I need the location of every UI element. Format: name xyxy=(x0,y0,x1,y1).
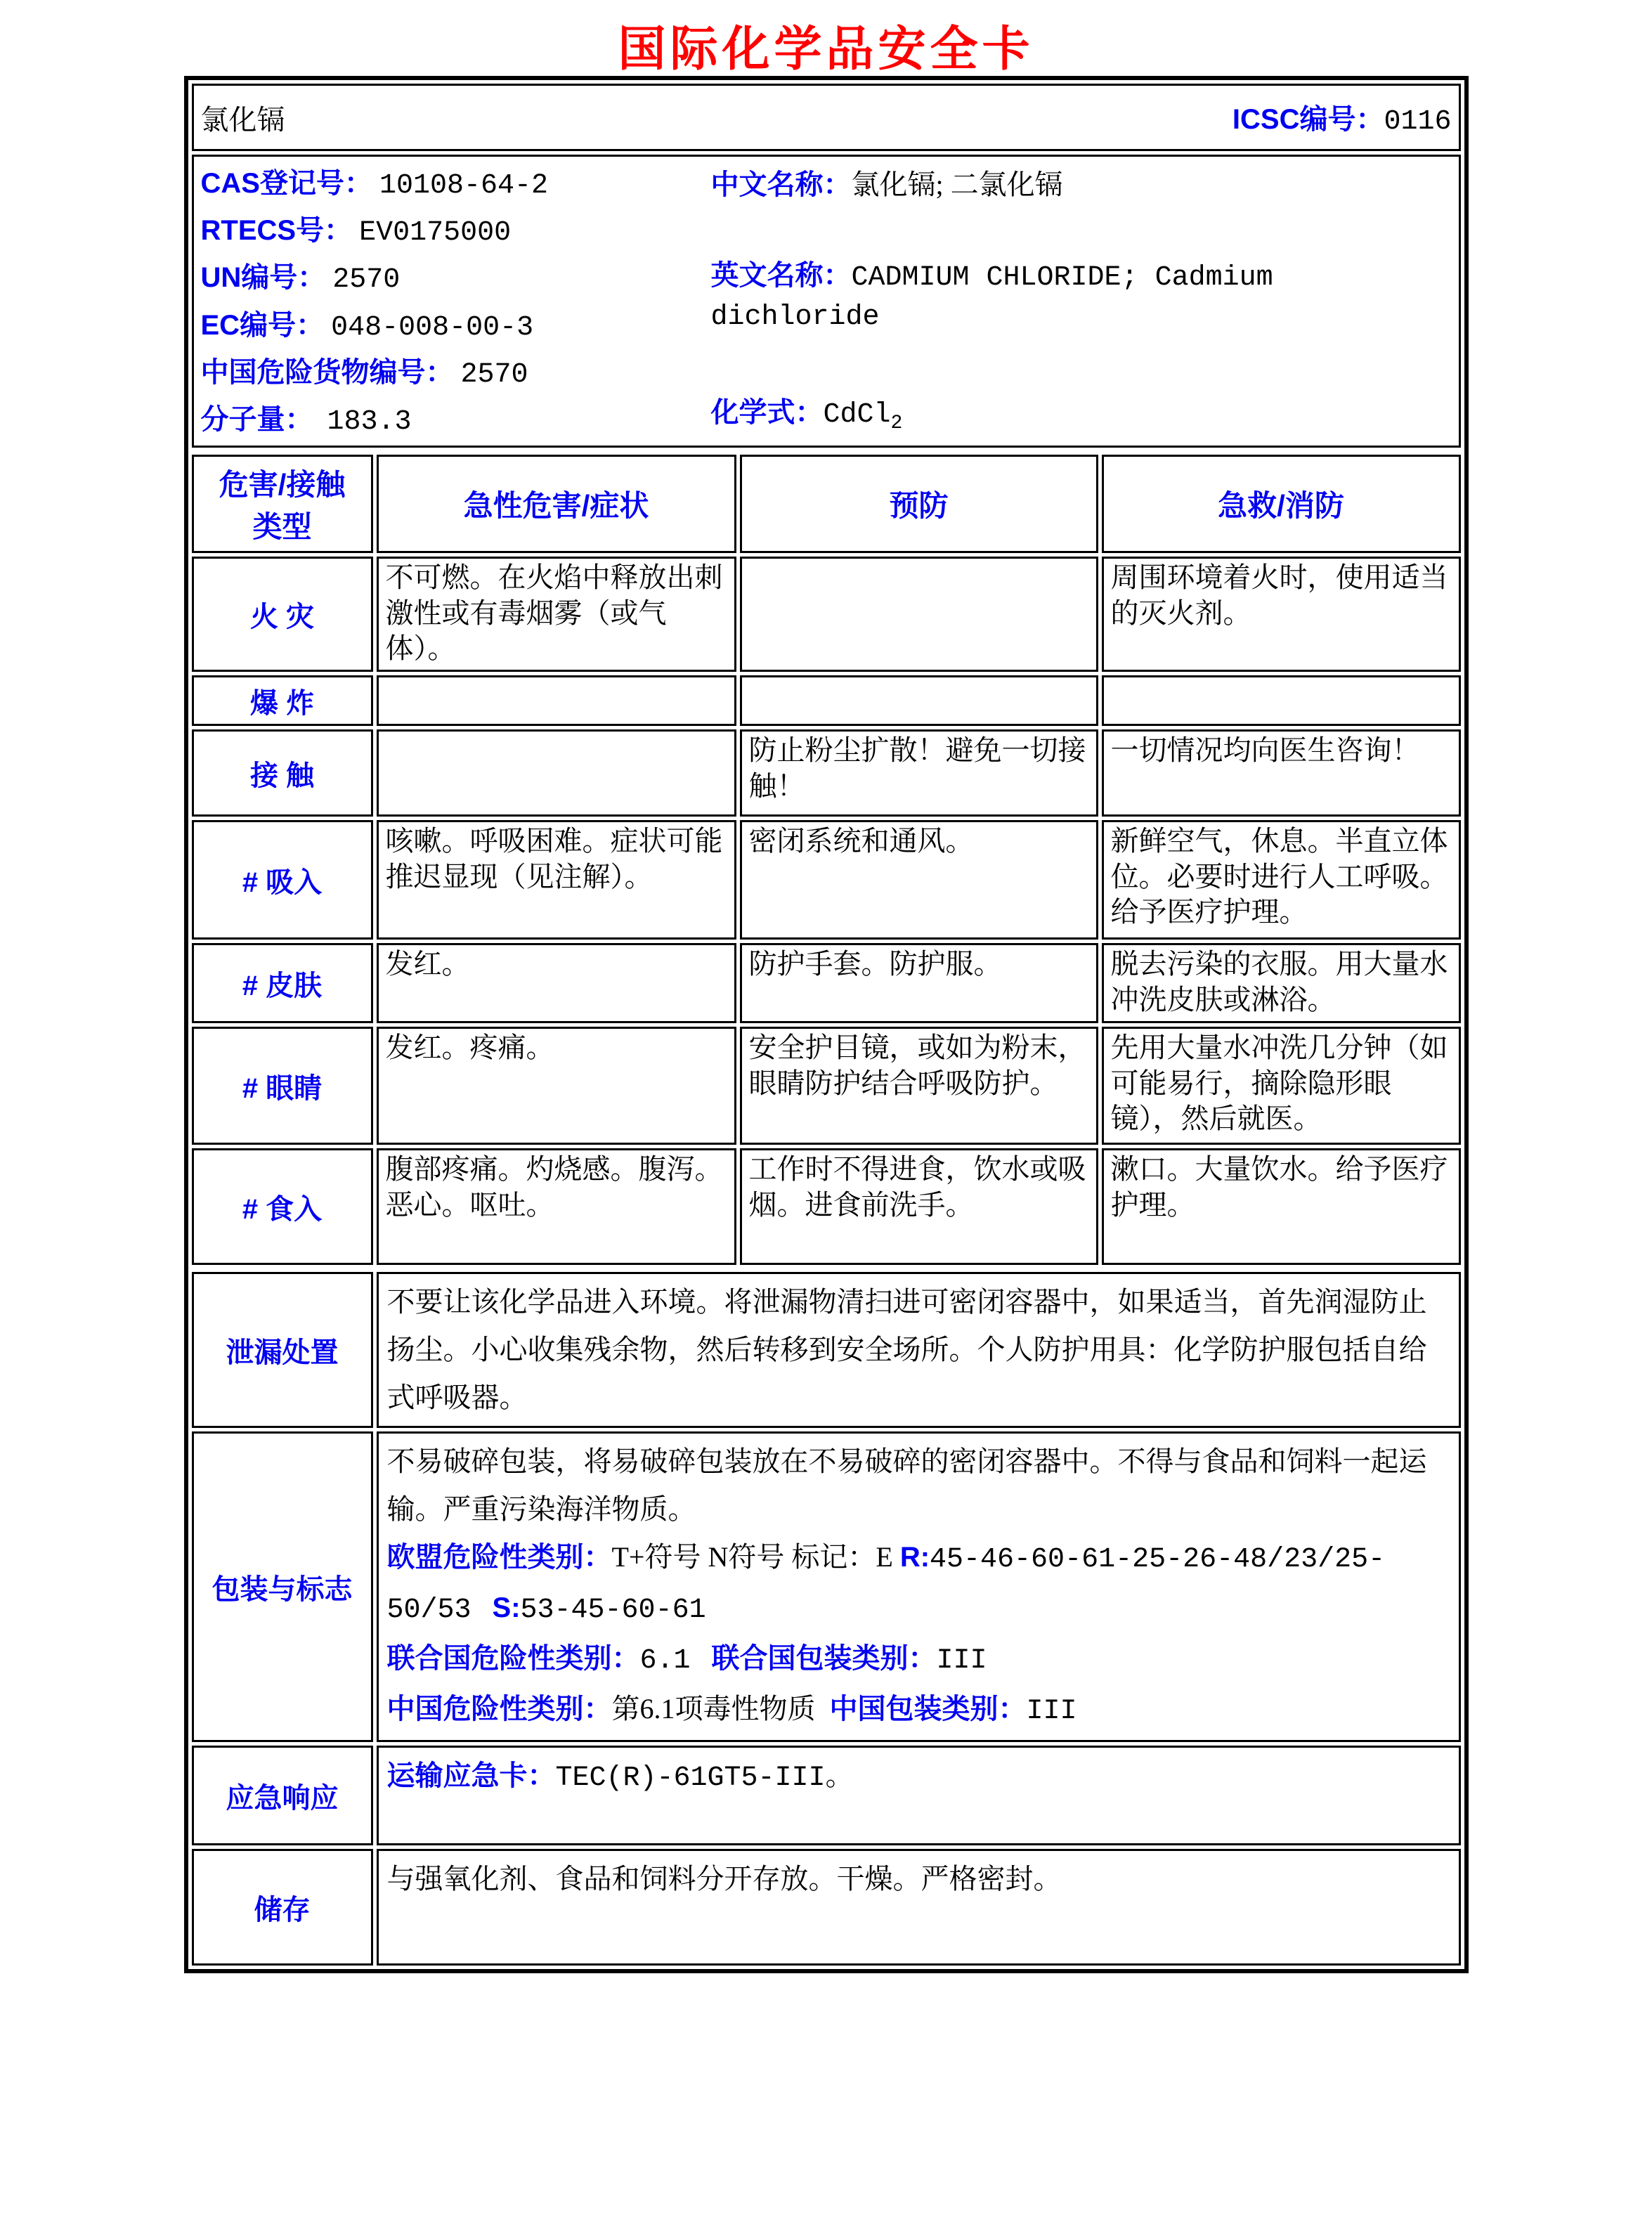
formula-base: CdCl xyxy=(823,399,891,431)
formula-line xyxy=(711,390,1448,434)
exposure-firstaid: 一切情况均向医生咨询！ xyxy=(1102,729,1461,817)
ingestion-prevention: 工作时不得进食，饮水或吸烟。进食前洗手。 xyxy=(740,1148,1098,1265)
emergency-section-row xyxy=(192,1746,1461,1845)
ingestion-firstaid: 漱口。大量饮水。给予医疗护理。 xyxy=(1102,1148,1461,1265)
exposure-symptoms xyxy=(377,729,736,817)
fire-firstaid: 周围环境着火时，使用适当的灭火剂。 xyxy=(1102,557,1461,672)
hazards-header-row xyxy=(192,455,1461,553)
eu-class-value: T+符号 N符号 标记：E xyxy=(611,1541,900,1573)
cas-value: 10108-64-2 xyxy=(379,170,548,202)
ec-number-line xyxy=(201,303,711,350)
ec-label: EC编号： xyxy=(200,309,325,341)
storage-section-row xyxy=(192,1849,1461,1966)
safety-card xyxy=(184,76,1469,1973)
header-firstaid: 急救/消防 xyxy=(1102,455,1461,553)
explosion-firstaid xyxy=(1102,675,1461,726)
formula-subscript: 2 xyxy=(890,413,903,435)
molecular-weight-value: 183.3 xyxy=(327,405,412,438)
ec-value: 048-008-00-3 xyxy=(331,311,534,344)
english-name-label: 英文名称： xyxy=(710,259,852,291)
rtecs-value: EV0175000 xyxy=(359,217,512,249)
sections-table xyxy=(188,1268,1464,1969)
fire-prevention xyxy=(740,557,1098,672)
eyes-symptoms: 发红。疼痛。 xyxy=(377,1027,736,1145)
transport-card-value: TEC(R)-61GT5-III。 xyxy=(555,1762,854,1795)
transport-card-label: 运输应急卡： xyxy=(386,1760,556,1792)
icsc-number-group xyxy=(1233,97,1452,138)
spill-section-row xyxy=(192,1272,1461,1428)
molecular-weight-label: 分子量： xyxy=(200,403,313,435)
skin-symptoms: 发红。 xyxy=(377,943,736,1023)
explosion-prevention xyxy=(740,675,1098,726)
un-pack-value: III xyxy=(936,1645,987,1677)
molecular-weight-line xyxy=(201,397,711,444)
explosion-type: 爆 炸 xyxy=(192,675,373,726)
hazard-row-fire xyxy=(192,557,1461,672)
packaging-label: 包装与标志 xyxy=(192,1431,373,1742)
icsc-number: 0116 xyxy=(1384,106,1452,138)
hazard-row-eyes xyxy=(192,1027,1461,1145)
icsc-label: ICSC编号： xyxy=(1232,104,1384,135)
eyes-type: # 眼睛 xyxy=(192,1027,373,1145)
spill-label: 泄漏处置 xyxy=(192,1272,373,1428)
hazard-row-skin xyxy=(192,943,1461,1023)
header-hazard-type: 危害/接触类型 xyxy=(192,455,373,553)
page-title: 国际化学品安全卡 xyxy=(618,22,1034,76)
emergency-content xyxy=(377,1746,1461,1845)
cn-pack-label: 中国包装类别： xyxy=(829,1694,1027,1725)
formula-label: 化学式： xyxy=(710,397,824,429)
hazard-row-ingestion xyxy=(192,1148,1461,1265)
registry-info-cell xyxy=(192,155,1461,448)
header-symptoms: 急性危害/症状 xyxy=(377,455,736,553)
inhalation-firstaid: 新鲜空气，休息。半直立体位。必要时进行人工呼吸。给予医疗护理。 xyxy=(1102,820,1461,940)
cn-class-label: 中国危险性类别： xyxy=(386,1694,612,1725)
un-class-value: 6.1 xyxy=(639,1645,691,1677)
chinese-name-line xyxy=(711,162,1448,202)
china-dg-label: 中国危险货物编号： xyxy=(200,356,454,388)
cn-pack-value: III xyxy=(1026,1696,1077,1728)
english-name-line xyxy=(711,257,1344,336)
registry-list xyxy=(201,158,711,444)
header-info-table xyxy=(188,80,1464,451)
exposure-prevention: 防止粉尘扩散！避免一切接触！ xyxy=(740,729,1098,817)
s-label: S: xyxy=(492,1592,521,1624)
un-number-line xyxy=(201,255,711,302)
cn-class-value: 第6.1项毒性物质 xyxy=(611,1693,816,1725)
explosion-symptoms xyxy=(377,675,736,726)
spill-text: 不要让该化学品进入环境。将泄漏物清扫进可密闭容器中，如果适当，首先润湿防止扬尘。小心收集残余物，然后转移到安全场所。个人防护用具：化学防护服包括自给式呼吸器。 xyxy=(377,1272,1461,1428)
r-label: R: xyxy=(899,1542,930,1573)
ingestion-symptoms: 腹部疼痛。灼烧感。腹泻。恶心。呕吐。 xyxy=(377,1148,736,1265)
header-prevention: 预防 xyxy=(740,455,1098,553)
skin-firstaid: 脱去污染的衣服。用大量水冲洗皮肤或淋浴。 xyxy=(1102,943,1461,1023)
hazards-table xyxy=(188,451,1464,1268)
un-class-label: 联合国危险性类别： xyxy=(386,1643,640,1675)
un-value: 2570 xyxy=(332,264,401,297)
s-value: 53-45-60-61 xyxy=(520,1594,706,1627)
ingestion-type: # 食入 xyxy=(192,1148,373,1265)
cas-label: CAS登记号： xyxy=(200,168,372,199)
hazard-row-exposure xyxy=(192,729,1461,817)
fire-type: 火 灾 xyxy=(192,557,373,672)
fire-symptoms: 不可燃。在火焰中释放出刺激性或有毒烟雾（或气体）。 xyxy=(377,557,736,672)
rtecs-label: RTECS号： xyxy=(200,215,353,247)
packaging-note: 不易破碎包装，将易破碎包装放在不易破碎的密闭容器中。不得与食品和饲料一起运输。严重污染海洋物质。 xyxy=(386,1446,1427,1526)
emergency-label: 应急响应 xyxy=(192,1746,373,1845)
packaging-section-row xyxy=(192,1431,1461,1742)
cas-number-line xyxy=(201,161,711,208)
english-name-value: CADMIUM CHLORIDE; Cadmium dichloride xyxy=(710,261,1273,333)
storage-text: 与强氧化剂、食品和饲料分开存放。干燥。严格密封。 xyxy=(377,1849,1461,1966)
chemical-name-row xyxy=(192,84,1461,151)
hazard-row-explosion xyxy=(192,675,1461,726)
chinese-name-value: 氯化镉; 二氯化镉 xyxy=(851,169,1063,200)
china-dg-number-line xyxy=(201,350,711,397)
chemical-name: 氯化镉 xyxy=(200,103,285,136)
inhalation-prevention: 密闭系统和通风。 xyxy=(740,820,1098,940)
skin-prevention: 防护手套。防护服。 xyxy=(740,943,1098,1023)
eyes-prevention: 安全护目镜，或如为粉末，眼睛防护结合呼吸防护。 xyxy=(740,1027,1098,1145)
un-pack-label: 联合国包装类别： xyxy=(711,1643,937,1675)
rtecs-number-line xyxy=(201,208,711,255)
china-dg-value: 2570 xyxy=(460,358,528,391)
chinese-name-label: 中文名称： xyxy=(710,169,852,200)
hazard-row-inhalation xyxy=(192,820,1461,940)
exposure-type: 接 触 xyxy=(192,729,373,817)
eyes-firstaid: 先用大量水冲洗几分钟（如可能易行，摘除隐形眼镜），然后就医。 xyxy=(1102,1027,1461,1145)
eu-class-label: 欧盟危险性类别： xyxy=(386,1542,612,1573)
un-label: UN编号： xyxy=(200,262,326,294)
inhalation-symptoms: 咳嗽。呼吸困难。症状可能推迟显现（见注解）。 xyxy=(377,820,736,940)
inhalation-type: # 吸入 xyxy=(192,820,373,940)
names-column xyxy=(711,158,1452,444)
r-value: 45-46-60-61-25-26-48/23/25-50/53 xyxy=(386,1544,1386,1627)
skin-type: # 皮肤 xyxy=(192,943,373,1023)
storage-label: 储存 xyxy=(192,1849,373,1966)
packaging-content xyxy=(377,1431,1461,1742)
